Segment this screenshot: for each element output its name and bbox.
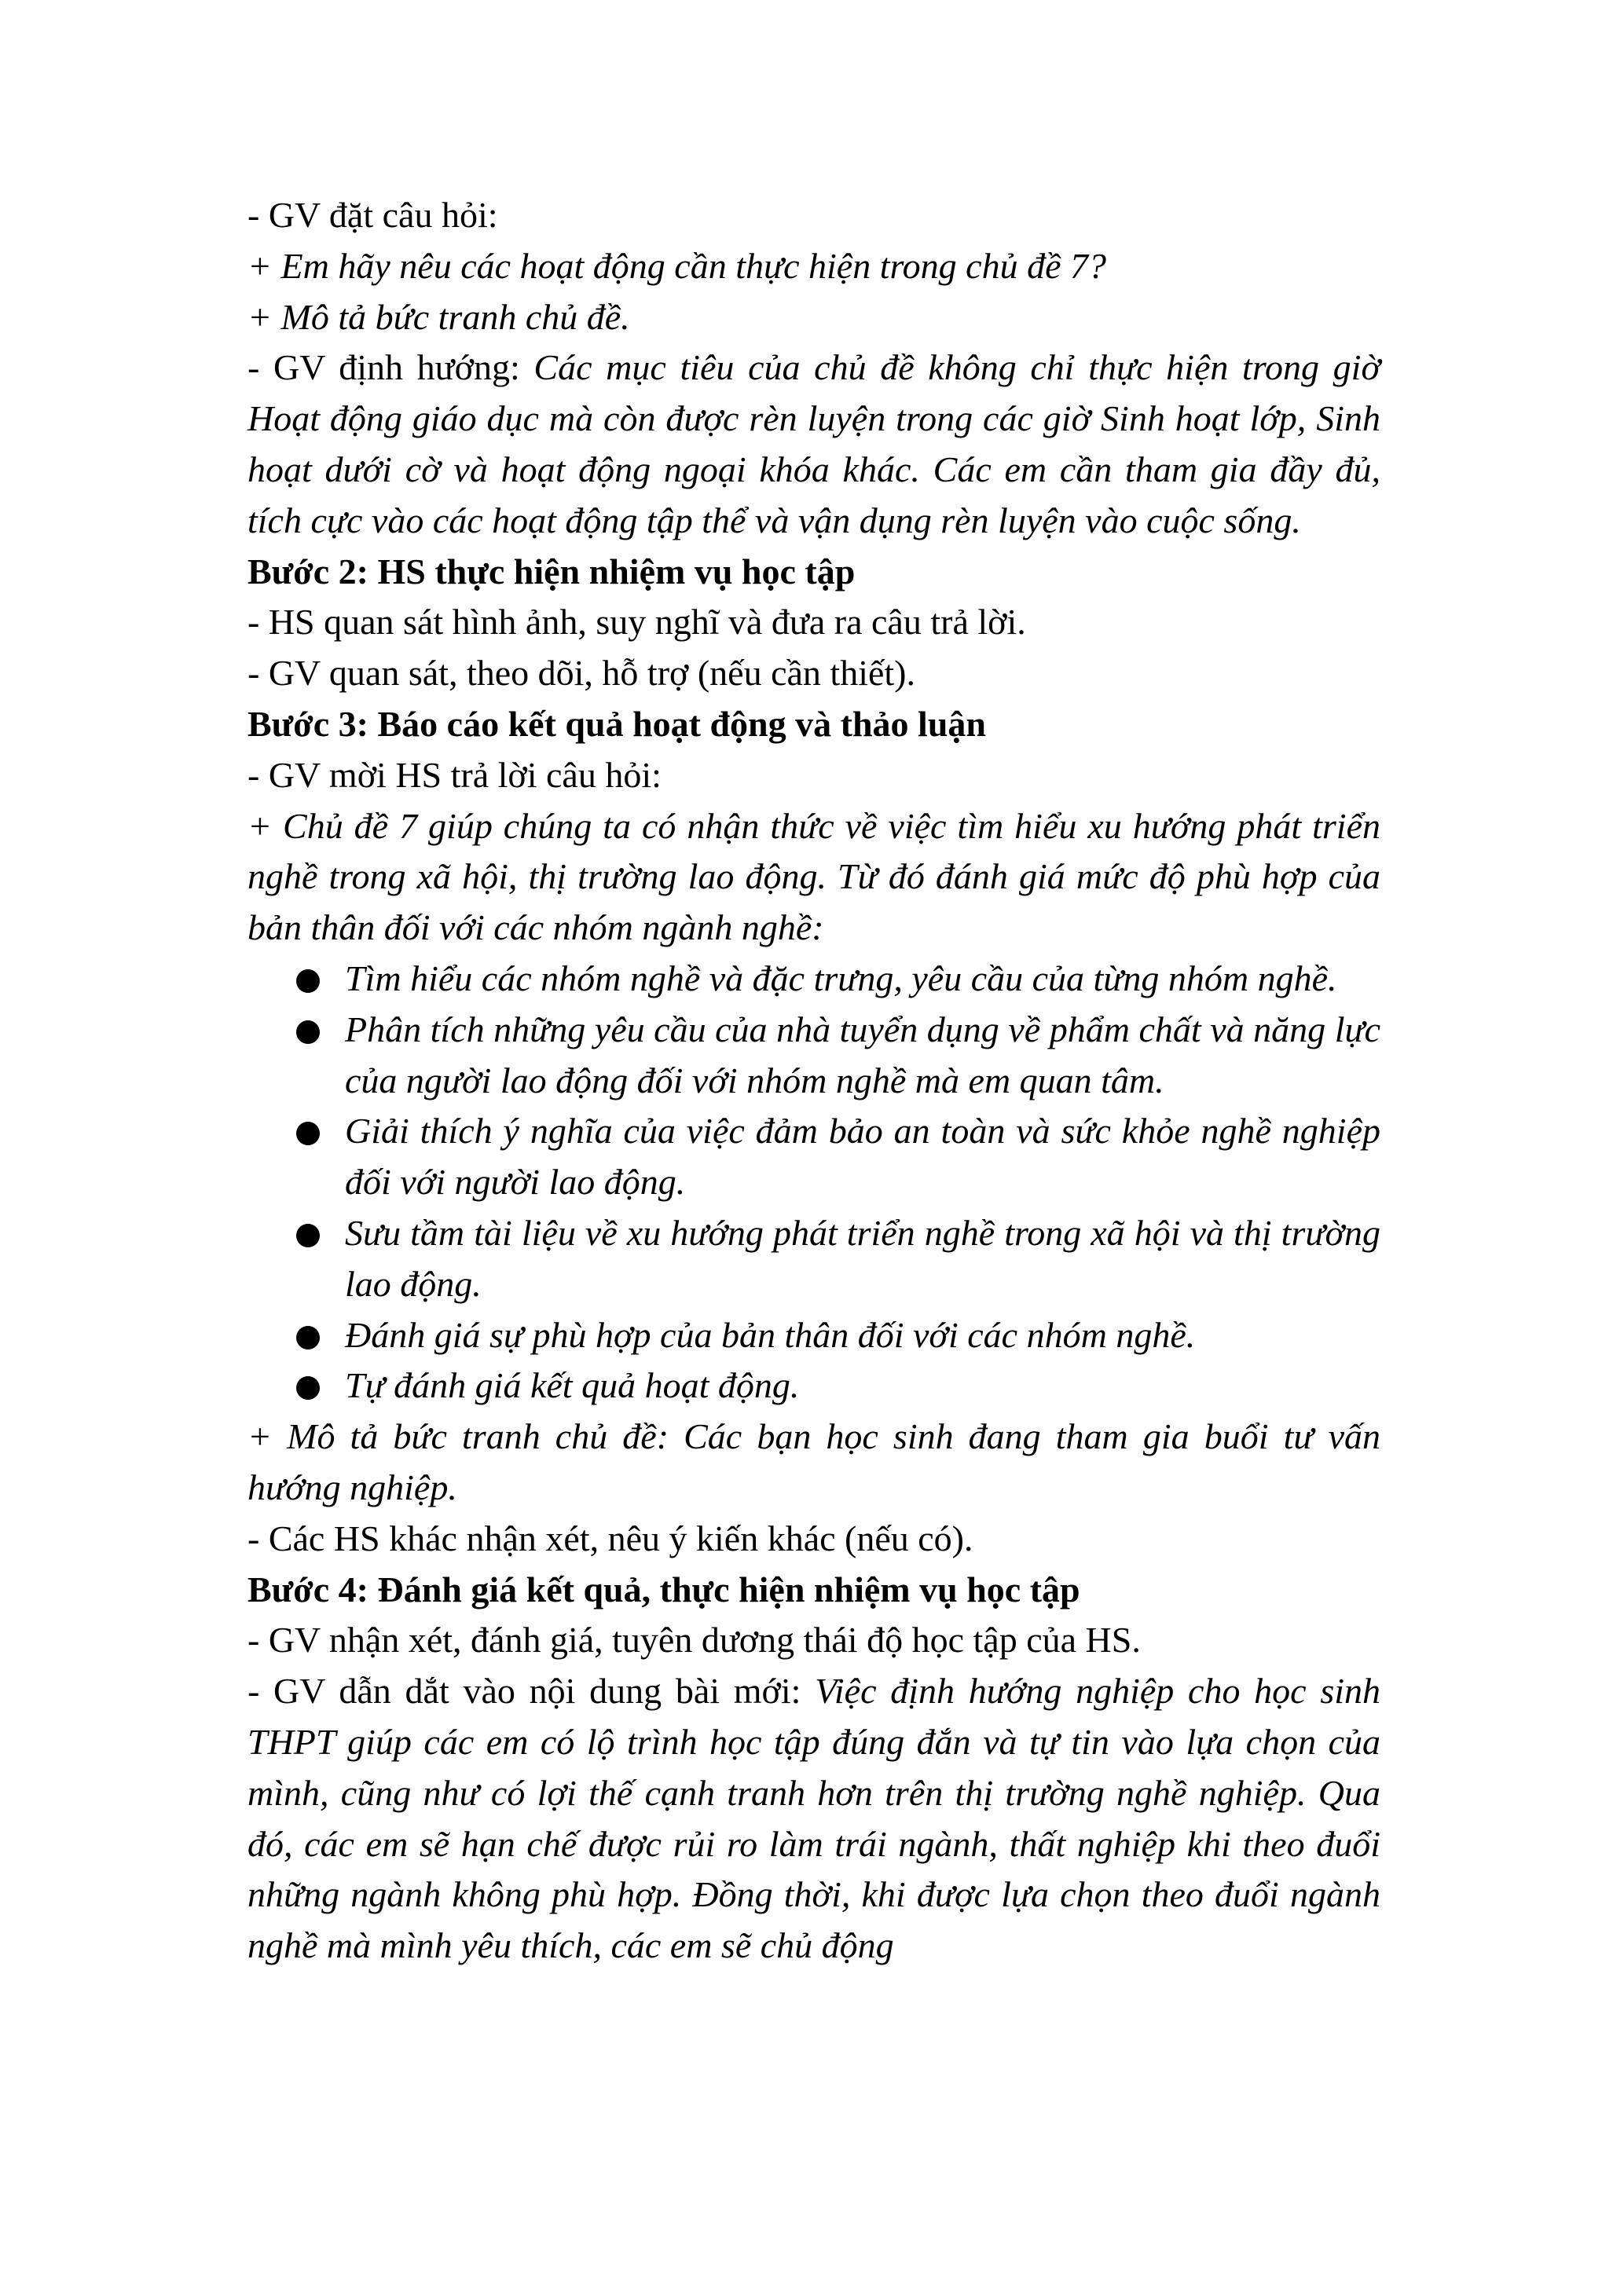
orientation-paragraph <box>247 342 1380 546</box>
step3-others: - Các HS khác nhận xét, nêu ý kiến khác (nếu có). <box>247 1518 973 1558</box>
bullet-list <box>247 954 1380 1412</box>
list-item <box>247 1208 1380 1310</box>
list-item <box>247 1005 1380 1107</box>
step2-heading: Bước 2: HS thực hiện nhiệm vụ học tập <box>247 551 856 591</box>
question-2: + Mô tả bức tranh chủ đề. <box>247 296 630 337</box>
bullet-icon <box>296 1122 320 1145</box>
list-item <box>247 1106 1380 1208</box>
step3-answer-2: + Mô tả bức tranh chủ đề: Các bạn học sinh đang tham gia buổi tư vấn hướng nghiệp. <box>247 1416 1380 1507</box>
step3-answer-1: + Chủ đề 7 giúp chúng ta có nhận thức về việc tìm hiểu xu hướng phát triển nghề trong xã hội, thị trường lao động. Từ đó đánh giá mức độ phù hợp của bản thân đối với các nhóm ngành nghề: <box>247 805 1380 948</box>
bullet-icon <box>296 969 320 993</box>
bullet-icon <box>296 1326 320 1349</box>
list-item-text: Tìm hiểu các nhóm nghề và đặc trưng, yêu cầu của từng nhóm nghề. <box>345 958 1337 998</box>
step3-heading: Bước 3: Báo cáo kết quả hoạt động và thảo luận <box>247 703 986 744</box>
orientation-text: Các mục tiêu của chủ đề không chỉ thực hiện trong giờ Hoạt động giáo dục mà còn được rèn luyện trong các giờ Sinh hoạt lớp, Sinh hoạt dưới cờ và hoạt động ngoại khóa khác. Các em cần tham gia đầy đủ, tích cực vào các hoạt động tập thể và vận dụng rèn luyện vào cuộc sống. <box>247 347 1380 540</box>
orientation-lead: - GV định hướng: <box>247 347 534 388</box>
list-item <box>247 954 1380 1005</box>
step4-lead-paragraph <box>247 1666 1380 1972</box>
step2-line-2: - GV quan sát, theo dõi, hỗ trợ (nếu cần thiết). <box>247 653 915 694</box>
list-item <box>247 1360 1380 1412</box>
bullet-icon <box>296 1224 320 1247</box>
list-item-text: Đánh giá sự phù hợp của bản thân đối với các nhóm nghề. <box>345 1314 1196 1355</box>
step4-lead-text: Việc định hướng nghiệp cho học sinh THPT giúp các em có lộ trình học tập đúng đắn và tự tin vào lựa chọn của mình, cũng như có lợi thế cạnh tranh hơn trên thị trường nghề nghiệp. Qua đó, các em sẽ hạn chế được rủi ro làm trái ngành, thất nghiệp khi theo đuổi những ngành không phù hợp. Đồng thời, khi được lựa chọn theo đuổi ngành nghề mà mình yêu thích, các em sẽ chủ động <box>247 1671 1380 1966</box>
step3-invite: - GV mời HS trả lời câu hỏi: <box>247 754 662 795</box>
document-page <box>247 190 1380 1972</box>
list-item-text: Sưu tầm tài liệu về xu hướng phát triển nghề trong xã hội và thị trường lao động. <box>345 1212 1380 1304</box>
list-item-text: Giải thích ý nghĩa của việc đảm bảo an toàn và sức khỏe nghề nghiệp đối với người lao động. <box>345 1111 1380 1203</box>
bullet-icon <box>296 1020 320 1044</box>
question-intro: - GV đặt câu hỏi: <box>247 195 498 235</box>
step4-heading: Bước 4: Đánh giá kết quả, thực hiện nhiệm vụ học tập <box>247 1569 1080 1609</box>
list-item-text: Phân tích những yêu cầu của nhà tuyển dụng về phẩm chất và năng lực của người lao động đối với nhóm nghề mà em quan tâm. <box>345 1009 1380 1100</box>
step2-line-1: - HS quan sát hình ảnh, suy nghĩ và đưa ra câu trả lời. <box>247 602 1026 643</box>
list-item <box>247 1310 1380 1361</box>
bullet-icon <box>296 1376 320 1400</box>
list-item-text: Tự đánh giá kết quả hoạt động. <box>345 1365 800 1406</box>
step4-line-1: - GV nhận xét, đánh giá, tuyên dương thái độ học tập của HS. <box>247 1620 1141 1661</box>
step4-lead-in: - GV dẫn dắt vào nội dung bài mới: <box>247 1671 816 1712</box>
question-1: + Em hãy nêu các hoạt động cần thực hiện trong chủ đề 7? <box>247 245 1107 286</box>
